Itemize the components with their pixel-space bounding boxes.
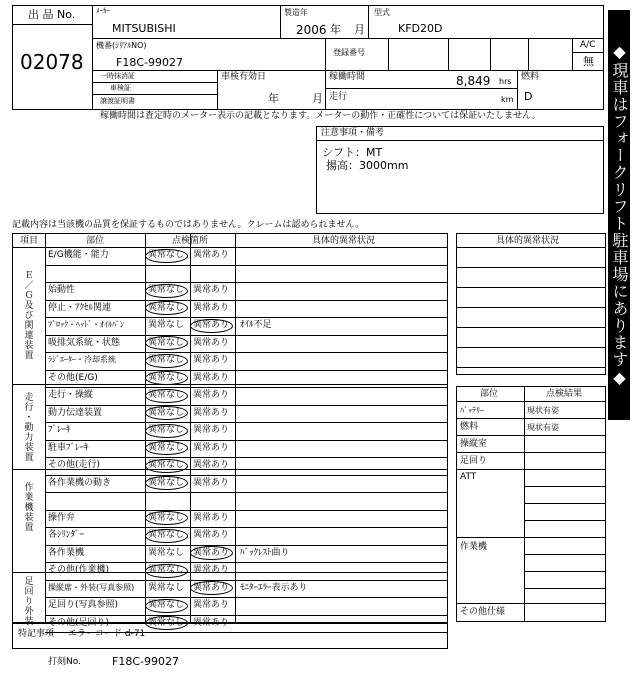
row-ng-label: 異常あり	[193, 547, 230, 558]
fuel-label: 燃料	[521, 72, 540, 82]
circle-ok-mark	[145, 424, 188, 438]
transfer-cert-label: 譲渡証明書	[100, 97, 135, 105]
remarks-title-line	[316, 140, 604, 141]
battery-label: ﾊﾞｯﾃﾘｰ	[460, 406, 484, 415]
row-part: 走行・操縦	[48, 390, 94, 400]
result-fuel-label: 燃料	[460, 422, 479, 432]
fuel-value: D	[524, 90, 533, 103]
reg-cell-3	[490, 38, 491, 70]
remarks-line2: 揚高：3000mm	[326, 159, 409, 172]
inspection-valid-label: 車検有効日	[221, 72, 267, 82]
row-ok-label: 異常なし	[148, 460, 185, 470]
row-ng-label: 異常あり	[193, 285, 230, 295]
circle-ok-mark	[145, 476, 188, 490]
row-part: 始動性	[48, 285, 76, 295]
row-ng-label: 異常あり	[193, 337, 230, 348]
row-ok-label: 異常なし	[148, 530, 185, 540]
special-notes-label: 特記事項	[18, 629, 55, 639]
serial-value: F18C-99027	[116, 56, 183, 69]
disclaimer: 記載内容は当該機の品質を保証するものではありません。クレームは認められません。	[12, 220, 365, 230]
table-row-line	[45, 265, 448, 266]
result-row-line	[456, 603, 606, 604]
inspection-cert-label: 車検証	[110, 84, 131, 92]
special-notes-value: エラーコード d-71	[68, 629, 146, 639]
circle-ok-mark	[145, 406, 188, 420]
row-ng-label: 異常あり	[193, 372, 230, 383]
row-ng-label: 異常あり	[193, 477, 230, 488]
result-fuel-value: 現状有姿	[527, 423, 559, 432]
stamp-value: F18C-99027	[112, 655, 179, 668]
table-row-line	[45, 527, 448, 528]
other-spec-label: その他仕様	[460, 607, 506, 617]
right-detail-box	[456, 233, 606, 375]
row-ng-label: 異常あり	[193, 302, 230, 313]
hours-unit: hrs	[499, 77, 512, 86]
group-label-work: 作業機装置	[22, 482, 33, 532]
year-divider	[368, 5, 369, 38]
table-row-line	[45, 545, 448, 546]
table-row-line	[45, 352, 448, 353]
hours-value: 8,849	[456, 74, 491, 88]
row-part: 各ｼﾘﾝﾀﾞｰ	[48, 530, 85, 540]
row-ok-label: 異常なし	[148, 442, 185, 453]
row-ng-label: 異常あり	[193, 250, 230, 260]
work-machine-label: 作業機	[460, 542, 488, 552]
row-part: E/G機能・能力	[48, 250, 109, 260]
circle-ok-mark	[145, 354, 188, 368]
row-part: 各作業機の動き	[48, 477, 112, 488]
ac-value: 無	[583, 55, 594, 68]
circle-ng-mark	[190, 319, 233, 333]
row-ok-label: 異常なし	[148, 582, 185, 593]
result-row-line	[456, 418, 606, 419]
circle-ok-mark	[145, 336, 188, 350]
row-ok-label: 異常なし	[148, 512, 185, 523]
circle-ok-mark	[145, 284, 188, 298]
row-ng-label: 異常あり	[193, 425, 230, 435]
att-label: ATT	[460, 472, 477, 482]
result-sub-line	[524, 486, 606, 487]
lot-label: 出 品 No.	[28, 8, 76, 21]
row-ok-label: 異常なし	[148, 302, 185, 313]
right-detail-line	[456, 247, 606, 248]
battery-value: 現状有姿	[527, 406, 559, 415]
reg-cell-1	[388, 38, 389, 70]
table-row-line	[45, 317, 448, 318]
cert-divider	[217, 70, 218, 110]
row-detail: ﾓﾆﾀｰｴﾗｰ表示あり	[240, 582, 308, 593]
row-ng-label: 異常あり	[193, 355, 230, 365]
result-sub-line	[524, 588, 606, 589]
row-ng-label: 異常あり	[193, 617, 230, 628]
ac-divider	[572, 38, 573, 70]
row-ok-label: 異常なし	[148, 372, 185, 383]
table-row-line	[45, 492, 448, 493]
reg-cell-4	[528, 38, 529, 70]
table-row-line	[45, 475, 448, 476]
row-ok-label: 異常なし	[148, 617, 185, 628]
result-part-header: 部位	[480, 389, 499, 399]
circle-ng-mark	[190, 546, 233, 560]
row-part: 吸排気系統・状態	[48, 337, 121, 348]
maker-divider	[280, 5, 281, 38]
cab-label: 操縦室	[460, 439, 488, 449]
year-unit: 年	[330, 23, 341, 36]
side-banner: ◆現車はフォークリフト駐車場にあります◆	[608, 10, 630, 420]
row-ok-label: 異常なし	[148, 320, 185, 330]
right-detail-line	[456, 347, 606, 348]
row-part: ﾗｼﾞｴｰﾀｰ・冷却系統	[48, 355, 116, 364]
row-detail: ｵｲﾙ不足	[240, 320, 272, 330]
row-ok-label: 異常なし	[148, 285, 185, 295]
group-label-drive: 走行・動力装置	[22, 392, 33, 462]
group-sep-1	[12, 384, 448, 385]
hours-notice: 稼働時間は査定時のメーター表示の記載となります。メーターの動作・正確性については保証いたしません。	[100, 111, 541, 121]
header-row4-line	[92, 94, 217, 95]
table-row-line	[45, 580, 448, 581]
temp-permit-label: 一時抹消証	[100, 72, 135, 80]
col-check-divider	[190, 233, 191, 623]
table-row-line	[45, 615, 448, 616]
right-detail-header: 具体的異常状況	[496, 236, 560, 246]
lot-title-line	[12, 24, 92, 25]
row-ng-label: 異常あり	[193, 565, 230, 575]
row-part: 各作業機	[48, 547, 85, 558]
result-divider	[524, 386, 525, 622]
result-sub-line	[524, 520, 606, 521]
table-row-line	[45, 405, 448, 406]
row-ng-label: 異常あり	[193, 390, 230, 400]
serial-divider	[325, 38, 326, 70]
maker-value: MITSUBISHI	[112, 22, 176, 35]
row-part: 停止・ｱｸｾﾙ関連	[48, 302, 112, 313]
undercarriage-label: 足回り	[460, 456, 488, 466]
circle-ng-mark	[190, 581, 233, 595]
table-row-line	[45, 282, 448, 283]
right-detail-line	[456, 287, 606, 288]
mileage-label: 走行	[329, 92, 348, 102]
model-value: KFD20D	[398, 22, 443, 35]
table-row-line	[45, 510, 448, 511]
remarks-line1: シフト：MT	[322, 146, 383, 159]
row-part: その他(作業機)	[48, 565, 110, 575]
result-sub-line	[524, 571, 606, 572]
col-part-header: 部位	[86, 236, 105, 246]
table-row-line	[45, 300, 448, 301]
row-ok-label: 異常なし	[148, 390, 185, 400]
row-part: ﾌﾞﾚｰｷ	[48, 425, 71, 435]
row-part: 足回り(写真参照)	[48, 600, 119, 610]
row-part: 駐車ﾌﾞﾚｰｷ	[48, 442, 89, 453]
serial-label: 機番(ｼﾘｱﾙNO)	[96, 41, 147, 50]
circle-ok-mark	[145, 301, 188, 315]
km-unit: km	[501, 95, 514, 104]
row-part: 操作弁	[48, 512, 76, 523]
row-ok-label: 異常なし	[148, 425, 185, 435]
row-ok-label: 異常なし	[148, 355, 185, 365]
inspection-month-unit: 月	[312, 92, 323, 105]
group-label-chassis: 足回り外装	[22, 576, 33, 626]
result-row-line	[456, 401, 606, 402]
row-ok-label: 異常なし	[148, 600, 185, 610]
result-row-line	[456, 452, 606, 453]
circle-ok-mark	[145, 599, 188, 613]
result-sub-line	[524, 554, 606, 555]
result-sub-line	[524, 503, 606, 504]
inspection-year-unit: 年	[268, 92, 279, 105]
row-ng-label: 異常あり	[193, 530, 230, 540]
ac-label: A/C	[580, 40, 596, 50]
row-part: その他(足回り)	[48, 617, 110, 628]
remarks-label: 注意事項・備考	[321, 128, 385, 138]
row-part: その他(走行)	[48, 460, 101, 470]
reg-cell-2	[448, 38, 449, 70]
row-ok-label: 異常なし	[148, 547, 185, 558]
header-row2-line	[92, 70, 604, 71]
lot-number: 02078	[20, 50, 84, 74]
table-row-line	[45, 335, 448, 336]
row-ok-label: 異常なし	[148, 337, 185, 348]
table-row-line	[45, 457, 448, 458]
right-detail-line	[456, 367, 606, 368]
result-header: 点検結果	[546, 389, 583, 399]
model-label: 型式	[374, 8, 390, 17]
table-row-line	[45, 440, 448, 441]
col-item-header: 項目	[20, 236, 39, 246]
circle-ok-mark	[145, 441, 188, 455]
col-item-divider	[45, 233, 46, 623]
result-row-line	[456, 537, 606, 538]
table-row-line	[45, 422, 448, 423]
table-row-line	[45, 370, 448, 371]
header-row3-line	[92, 82, 217, 83]
table-row-line	[45, 387, 448, 388]
registration-label: 登録番号	[333, 48, 365, 57]
row-ng-label: 異常あり	[193, 460, 230, 470]
row-ng-label: 異常あり	[193, 320, 230, 330]
row-ng-label: 異常あり	[193, 407, 230, 418]
month-unit: 月	[354, 23, 365, 36]
row-ng-label: 異常あり	[193, 582, 230, 593]
row-part: 操縦席・外装(写真参照)	[48, 582, 135, 592]
row-ok-label: 異常なし	[148, 407, 185, 418]
col-detail-divider	[235, 233, 236, 623]
ac-line	[572, 52, 604, 53]
row-ok-label: 異常なし	[148, 250, 185, 260]
circle-ok-mark	[145, 249, 188, 263]
table-header-line	[12, 247, 448, 248]
row-part: その他(E/G)	[48, 372, 98, 383]
hours-label: 稼働時間	[329, 72, 366, 82]
row-detail: ﾊﾞｯｸﾚｽﾄ曲り	[240, 547, 290, 558]
result-row-line	[456, 469, 606, 470]
circle-ok-mark	[145, 389, 188, 403]
year-value: 2006	[296, 23, 327, 37]
year-label: 製造年	[284, 8, 308, 17]
row-part: ﾌﾞﾛｯｸ・ﾍｯﾄﾞ・ｵｲﾙﾊﾟﾝ	[48, 320, 124, 329]
row-part: 動力伝達装置	[48, 407, 103, 418]
inspection-divider	[325, 70, 326, 110]
row-ng-label: 異常あり	[193, 442, 230, 453]
maker-label: ﾒｰｶｰ	[96, 7, 110, 15]
right-detail-line	[456, 307, 606, 308]
right-detail-line	[456, 327, 606, 328]
circle-ok-mark	[145, 459, 188, 473]
circle-ok-mark	[145, 511, 188, 525]
fuel-divider	[517, 70, 518, 110]
group-label-engine: Ｅ／Ｇ及び関連装置	[22, 270, 33, 360]
col-check-header: 点検箇所	[172, 236, 209, 246]
result-table	[456, 386, 606, 622]
row-ng-label: 異常あり	[193, 600, 230, 610]
circle-ok-mark	[145, 529, 188, 543]
table-row-line	[45, 562, 448, 563]
result-row-line	[456, 435, 606, 436]
circle-ok-mark	[145, 564, 188, 578]
right-detail-line	[456, 267, 606, 268]
row-ok-label: 異常なし	[148, 477, 185, 488]
table-row-line	[45, 597, 448, 598]
hours-line	[325, 88, 517, 89]
col-detail-header: 具体的異常状況	[312, 236, 376, 246]
stamp-label: 打刻No.	[48, 657, 81, 667]
row-ng-label: 異常あり	[193, 512, 230, 523]
circle-ok-mark	[145, 371, 188, 385]
row-ok-label: 異常なし	[148, 565, 185, 575]
